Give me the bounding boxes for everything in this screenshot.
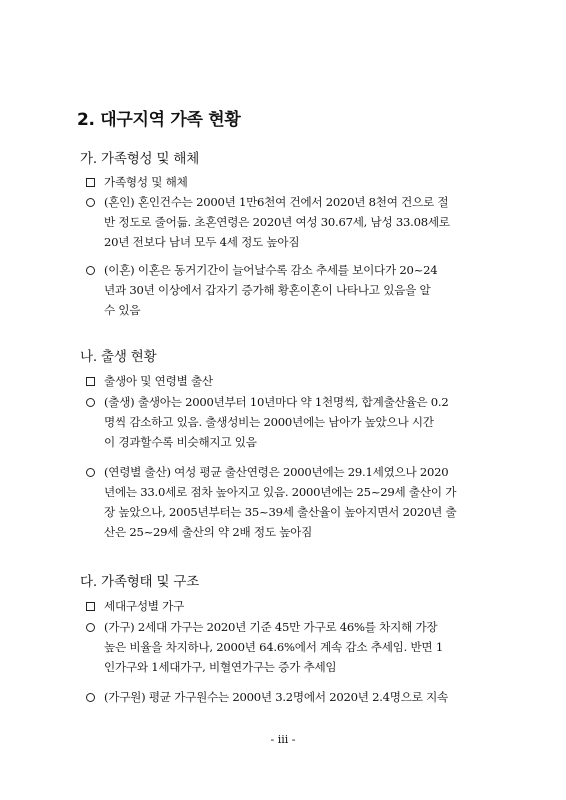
- paragraph-line: 수 있음: [104, 303, 141, 317]
- subheading-family-formation: 가족형성 및 해체: [104, 175, 188, 189]
- chapter-title: 2. 대구지역 가족 현황: [77, 110, 241, 130]
- paragraph-line: 명씩 감소하고 있음. 출생성비는 2000년에는 남아가 높았으나 시간: [104, 415, 434, 429]
- paragraph-line: 년에는 33.0세로 점차 높아지고 있음. 2000년에는 25~29세 출산이 가: [104, 485, 457, 499]
- square-bullet-icon: [86, 377, 95, 386]
- section-heading-family-formation: 가. 가족형성 및 해체: [80, 151, 200, 167]
- subheading-birth: 출생아 및 연령별 출산: [104, 374, 213, 388]
- paragraph-line: (혼인) 혼인건수는 2000년 1만6천여 건에서 2020년 8천여 건으로 절: [104, 195, 449, 209]
- circle-bullet-icon: [86, 623, 95, 632]
- paragraph-line: 반 정도로 줄어듦. 초혼연령은 2020년 여성 30.67세, 남성 33.08세로: [104, 215, 450, 229]
- paragraph-line: (가구원) 평균 가구원수는 2000년 3.2명에서 2020년 2.4명으로 지속: [104, 690, 448, 704]
- section-heading-family-structure: 다. 가족형태 및 구조: [80, 574, 200, 590]
- circle-bullet-icon: [86, 398, 95, 407]
- paragraph-line: 산은 25~29세 출산의 약 2배 정도 높아짐: [104, 525, 313, 539]
- circle-bullet-icon: [86, 198, 95, 207]
- subheading-household: 세대구성별 가구: [104, 599, 185, 613]
- paragraph-line: 년과 30년 이상에서 갑자기 증가해 황혼이혼이 나타나고 있음을 알: [104, 283, 431, 297]
- circle-bullet-icon: [86, 693, 95, 702]
- square-bullet-icon: [86, 178, 95, 187]
- paragraph-line: (가구) 2세대 가구는 2020년 기준 45만 가구로 46%를 차지해 가장: [104, 620, 438, 634]
- square-bullet-icon: [86, 602, 95, 611]
- page-number: - iii -: [270, 733, 296, 746]
- paragraph-line: 이 경과할수록 비슷해지고 있음: [104, 435, 257, 449]
- circle-bullet-icon: [86, 266, 95, 275]
- paragraph-line: 인가구와 1세대가구, 비혈연가구는 증가 추세임: [104, 660, 337, 674]
- paragraph-line: (출생) 출생아는 2000년부터 10년마다 약 1천명씩, 합계출산율은 0.2: [104, 395, 449, 409]
- paragraph-line: (이혼) 이혼은 동거기간이 늘어날수록 감소 추세를 보이다가 20~24: [104, 263, 438, 277]
- paragraph-line: 장 높았으나, 2005년부터는 35~39세 출산율이 높아지면서 2020년 출: [104, 505, 457, 519]
- section-heading-birth: 나. 출생 현황: [80, 349, 157, 365]
- paragraph-line: 20년 전보다 남녀 모두 4세 정도 높아짐: [104, 235, 300, 249]
- paragraph-line: (연령별 출산) 여성 평균 출산연령은 2000년에는 29.1세였으나 2020: [104, 465, 449, 479]
- paragraph-line: 높은 비율을 차지하나, 2000년 64.6%에서 계속 감소 추세임. 반면 1: [104, 640, 443, 654]
- circle-bullet-icon: [86, 468, 95, 477]
